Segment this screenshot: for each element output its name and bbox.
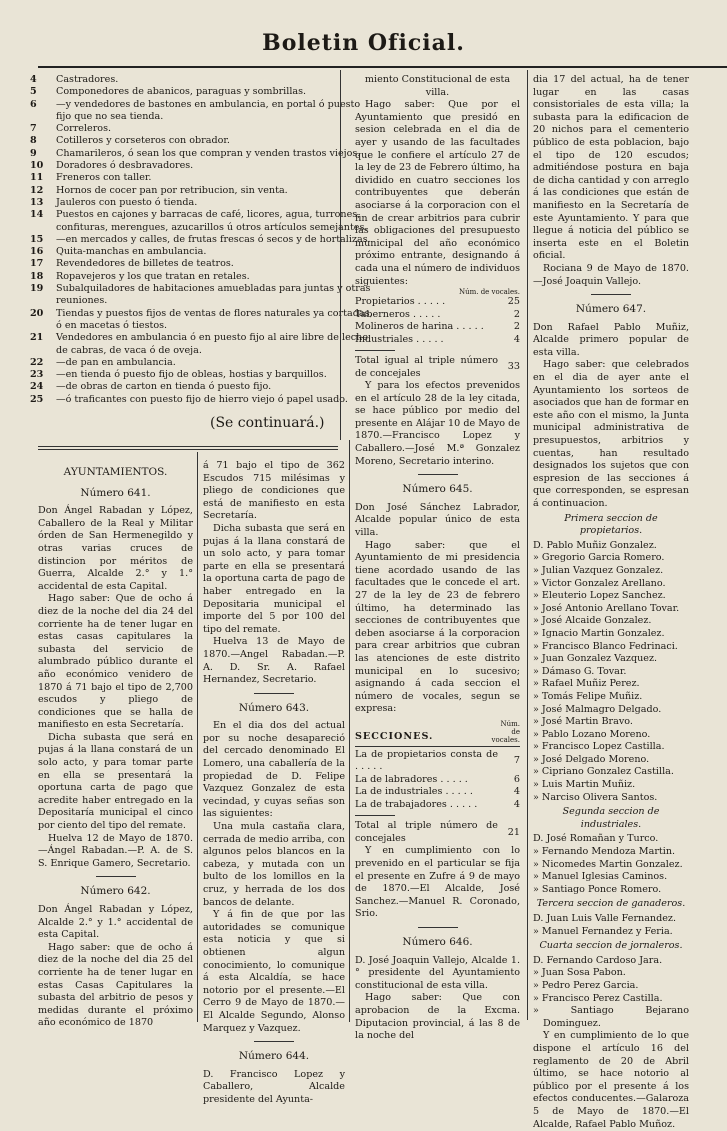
tariff-item [30,271,375,283]
table-row [355,799,520,812]
person-name: » José Martin Bravo. [533,716,633,728]
person-name: » Santiago Ponce Romero. [533,883,662,895]
paragraph: En el dia dos del actual por su noche desapareció del cercado denominado El Lomero, una caballería de la propiedad de D. Felipe Vazquez Gonzalez de esta vecindad, y cuyas señas son las siguientes: [203,720,345,820]
item-number: 15 [30,233,44,245]
person-name: » José Alcaide Gonzalez. [533,615,652,627]
item-number: 24 [30,381,44,393]
item-text: —y vendedores de bastones en ambulancia, en portal ó puesto fijo que no sea tienda. [56,98,361,122]
row-label: Industriales . . . . . [355,333,444,345]
tariff-item [30,381,375,393]
person-name: » Rafael Muñiz Perez. [533,678,640,690]
notice-number: Número 644. [238,1050,310,1063]
person-name: D. Pablo Muñiz Gonzalez. [533,539,657,551]
item-number: 4 [30,74,37,85]
item-number: 8 [30,135,37,147]
section-heading: Cuarta seccion de jornaleros. [539,940,683,952]
item-text: Puestos en cajones y barracas de café, licores, agua, turrones, confituras, merengues, azucarillos ú otros artículos semejantes. [56,209,368,233]
paragraph: Dicha subasta que será en pujas á la llana constará de un solo acto, y para tomar parte en ella se presentará la oportuna carta de pago de haber entregado en la Depositaria municipal el importe del 5 por 100 del tipo del remate. [203,522,345,635]
item-number: 22 [30,356,44,368]
row-value: 7 [513,755,520,767]
paragraph: Don Ángel Rabadan y López, Alcalde 2.° y 1.° accidental de esta Capital. [38,904,193,941]
item-number: 19 [30,283,44,295]
total-table [355,355,520,380]
row-label: La de trabajadores . . . . . [355,798,478,810]
row-value: 25 [507,296,520,308]
item-number: 11 [30,172,44,184]
person-name: » Juan Sosa Pabon. [533,967,626,979]
paragraph: Huelva 12 de Mayo de 1870.—Ángel Rabadan.—P. A. de S. S. Enrique Gamero, Secretario. [38,832,193,869]
person-name: » Narciso Olivera Santos. [533,791,658,803]
item-text: Revendedores de billetes de teatros. [56,258,234,270]
name-list [533,955,689,1031]
item-number: 20 [30,307,44,319]
total-label: Total igual al triple número de concejales [355,355,498,379]
section-heading: Segunda seccion de industriales. [562,806,660,830]
column-divider [340,70,341,440]
row-label: Molineros de harina . . . . . [355,321,484,333]
paragraph: Hago saber: que de ocho á diez de la noche del dia 25 del corriente ha de tener lugar en estas Casas Capitulares la subasta del arbitrio de pesos y medidas durante el próximo año económico de 1870 [38,941,193,1029]
name-list [533,913,689,938]
divider [355,350,395,351]
person-name: » José Delgado Moreno. [533,753,650,765]
tariff-item [30,332,375,357]
column-divider [527,70,528,1020]
item-number: 25 [30,393,44,405]
paragraph: Y á fin de que por las autoridades se comunique esta noticia y que si obtienen algun conocimiento, lo comunique á esta Alcaldía, se hace notorio por el presente.—El Cerro 9 de Mayo de 1870.—El Alcalde Segundo, Alonso Marquez y Vazquez. [203,909,345,1034]
person-name: » José Antonio Arellano Tovar. [533,602,680,614]
person-name: » José Malmagro Delgado. [533,703,662,715]
row-value: 2 [513,321,520,333]
item-number: 12 [30,184,44,196]
row-value: 2 [513,308,520,320]
person-name: » Tomás Felipe Muñiz. [533,690,643,702]
table-row [355,749,520,774]
divider [418,927,458,928]
person-name: » Eleuterio Lopez Sanchez. [533,590,666,602]
tariff-item [30,197,375,209]
item-text: Cotilleros y corseteros con obrador. [56,135,230,147]
divider [254,693,294,694]
column-divider [197,452,198,1022]
name-list [533,540,689,804]
person-name: » Juan Gonzalez Vazquez. [533,653,658,665]
paragraph: Y en cumplimiento de lo que dispone el artículo 16 del reglamento de 20 de Abril último, se hace notorio al público por el presente á los efectos conducentes.—Galaroza 5 de Mayo de 1870.—El Alcalde, Rafael Pablo Muñoz. [533,1030,689,1130]
item-text: Correleros. [56,123,112,135]
tariff-item [30,394,375,406]
row-value: 4 [513,786,520,798]
tariff-item [30,135,375,147]
tariff-item [30,369,375,381]
item-text: Vendedores en ambulancia ó en puesto fijo al aire libre de leche de cabras, de vaca ó de oveja. [56,332,369,356]
person-name: » Fernando Mendoza Martin. [533,846,676,858]
notice-number: Número 643. [238,701,310,714]
table-row [355,309,520,322]
item-number: 16 [30,246,44,258]
person-name: » Francisco Blanco Fedrinaci. [533,640,678,652]
item-text: Subalquiladores de habitaciones amuebladas para juntas y otras reuniones. [56,283,371,307]
item-text: Jauleros con puesto ó tienda. [56,196,198,208]
notice-number: Número 642. [80,885,151,898]
paragraph: Dicha subasta que será en pujas á la llana constará de un solo acto, y para tomar parte en ella se presentará la oportuna carta de pago que acredite haber entregado en la Depositaría municipal el cinco por ciento del tipo del remate. [38,731,193,832]
item-number: 17 [30,258,44,270]
divider [254,1041,294,1042]
table-row [355,321,520,334]
tariff-item [30,258,375,270]
paragraph: Hago saber: Que de ocho á diez de la noche del dia 24 del corriente ha de tener lugar en estas casas capitulares la subasta del servicio de alumbrado público durante el año económico venidero de 1870 á 71 bajo el tipo de 2,700 escudos y pliego de condiciones que se halla de manifiesto en esta Secretaría. [38,593,193,731]
item-text: Chamarileros, ó sean los que compran y venden trastos viejos. [56,147,361,159]
row-label: La de industriales . . . . . [355,786,473,798]
paragraph: Don Ángel Rabadan y López, Caballero de la Real y Militar órden de San Hermenegildo y otras varias cruces de distincion por méritos de Guerra, Alcalde 2.° y 1.° accidental de esta Capital. [38,505,193,592]
table-row [355,296,520,309]
tariff-item [30,234,375,246]
table-row [355,774,520,787]
person-name: D. Fernando Cardoso Jara. [533,954,663,966]
paragraph: á 71 bajo el tipo de 362 Escudos 715 milésimas y pliego de condiciones que está de manifiesto en esta Secretaría. [203,460,345,522]
paragraph: Don Rafael Pablo Muñiz, Alcalde primero popular de esta villa. [533,321,689,358]
tariff-item [30,99,375,124]
item-number: 13 [30,196,44,208]
person-name: » Victor Gonzalez Arellano. [533,577,666,589]
tariff-item [30,86,375,98]
notice-number: Número 645. [402,483,473,496]
item-text: Quita-manchas en ambulancia. [56,246,207,258]
person-name: » Pedro Perez Garcia. [533,979,639,991]
person-name: » Manuel Fernandez y Feria. [533,925,673,937]
paragraph: Hago saber: que el Ayuntamiento de mi presidencia tiene acordado usando de las facultades que le concede el art. 27 de la ley de 23 de febrero último, ha determinado las secciones de contribuyentes que deben asociarse á la corporacion para crear arbitrios que cubran las atenciones de este distrito municipal en lo sucesivo; asignando á cada seccion el número de vocales, segun se expresa: [355,539,520,715]
paragraph: dia 17 del actual, ha de tener lugar en las casas consistoriales de esta villa; la subasta para la edificacion de 20 nichos para el cementerio público de esta poblacion, bajo el tipo de 120 escudos; admitiéndose postura en baja de dicha cantidad y con arreglo á las condiciones que están de manifiesto en la Secretaría de este Ayuntamiento. Y para que llegue á noticia del público se inserta este en el Boletin oficial. [533,74,689,262]
paragraph: Una mula castaña clara, cerrada de medio arriba, con algunos pelos blancos en la cabeza, y mutada con un bulto de los lomillos en la cruz, y herrada de los dos bancos de delante. [203,821,345,908]
divider [96,876,136,877]
item-number: 18 [30,270,44,282]
row-label: La de propietarios consta de . . . . . [355,748,498,773]
paragraph: Hago saber: Que con aprobacion de la Excma. Diputacion provincial, á las 8 de la noche del [355,992,520,1042]
item-text: Freneros con taller. [56,172,152,184]
item-text: Ropavejeros y los que tratan en retales. [56,270,250,282]
column-2 [203,460,345,1107]
total-label: Total al triple número de concejales [355,820,498,844]
tariff-item [30,160,375,172]
item-number: 6 [30,98,37,110]
notice-number: Número 641. [80,486,151,499]
person-name: » Ignacio Martin Gonzalez. [533,627,665,639]
person-name: » Luis Martin Muñiz. [533,779,636,791]
section-heading: Primera seccion de propietarios. [564,512,658,537]
tariff-item [30,357,375,369]
notice-number: Número 647. [575,303,647,316]
section-divider [38,446,338,447]
person-name: » Francisco Lopez Castilla. [533,741,665,753]
row-label: Propietarios . . . . . [355,296,446,308]
vocales-table [355,296,520,346]
header-rule [38,66,727,68]
item-number: 14 [30,209,44,221]
column-divider [349,440,350,1022]
column-1 [38,458,193,1030]
tariff-item [30,308,375,333]
tariff-item [30,209,375,234]
paragraph: D. José Joaquin Vallejo, Alcalde 1.° presidente del Ayuntamiento constitucional de esta villa. [355,954,520,991]
total-value: 21 [507,826,520,838]
divider [591,294,631,295]
person-name: » Julian Vazquez Gonzalez. [533,564,664,576]
paragraph: Rociana 9 de Mayo de 1870.—José Joaquin Vallejo. [533,262,689,287]
continued-note: (Se continuará.) [210,415,325,431]
item-text: Castradores. [56,74,119,85]
paragraph: Y en cumplimiento con lo prevenido en el particular se fija el presente en Zufre á 9 de mayo de 1870.—El Alcalde, José Sanchez.—Manuel R. Coronado, Srio. [355,845,520,920]
row-label: Taberneros . . . . . [355,308,441,320]
item-number: 7 [30,123,37,135]
person-name: » Pablo Lozano Moreno. [533,728,651,740]
total-table [355,820,520,845]
row-value: 4 [513,798,520,810]
row-label: La de labradores . . . . . [355,773,468,785]
person-name: » Cipriano Gonzalez Castilla. [533,766,674,778]
page-title: Boletin Oficial. [262,30,465,56]
paragraph: Huelva 13 de Mayo de 1870.—Angel Rabadan.—P. A. D. Sr. A. Rafael Hernandez, Secretario. [203,636,345,686]
item-number: 9 [30,147,37,159]
tariff-item [30,185,375,197]
paragraph: D. Francisco Lopez y Caballero, Alcalde presidente del Ayunta- [203,1068,345,1105]
item-number: 10 [30,160,44,172]
item-text: —en mercados y calles, de frutas frescas ó secos y de hortalizas. [56,233,371,245]
section-title: AYUNTAMIENTOS. [63,466,168,478]
paragraph: Hago saber: Que por el Ayuntamiento que presidó en sesion celebrada en el dia de ayer y usando de las facultades que le confiere el artículo 27 de la ley de 23 de Febrero último, ha dividido en cuatro secciones los contribuyentes que deberán asociarse á la corporacion con el fin de crear arbitrios para cubrir las obligaciones del presupuesto municipal del año económico próximo entrante, designando á cada una el número de individuos siguientes: [355,99,520,287]
divider [355,815,395,816]
item-text: —de pan en ambulancia. [56,356,176,368]
person-name: » Manuel Iglesias Caminos. [533,871,668,883]
paragraph: Y para los efectos prevenidos en el artículo 28 de la ley citada, se hace público por medio del presente en Alájar 10 de Mayo de 1870.—Francisco Lopez y Caballero.—José M.ª Gonzalez Moreno, Secretario interino. [355,380,520,467]
section-divider [38,449,338,450]
divider [418,474,458,475]
paragraph: Hago saber: que celebrados en el dia de ayer ante el Ayuntamiento los sorteos de asociados que han de formar en este año con el mismo, la Junta municipal administrativa de presupuestos, arbitrios y cuentas, han resultado designados los sujetos que con espresion de las secciones á que corresponden, se espresan á continuacion. [533,359,689,509]
notice-number: Número 646. [402,936,473,948]
column-3 [355,74,520,1043]
tariff-item [30,246,375,258]
person-name: » Gregorio Garcia Romero. [533,552,665,564]
row-value: 4 [513,333,520,345]
table-row [355,334,520,347]
item-text: —de obras de carton en tienda ó puesto fijo. [56,381,272,393]
item-text: Hornos de cocer pan por retribucion, sin venta. [56,184,288,196]
item-number: 23 [30,369,44,381]
tariff-item [30,148,375,160]
item-number: 21 [30,332,44,344]
section-heading: Tercera seccion de ganaderos. [536,898,686,910]
tariff-item [30,283,375,308]
person-name: D. José Romañan y Turco. [533,833,659,845]
table-title: SECCIONES. [355,731,434,743]
table-header: Núm. de vocales. [458,288,520,297]
secciones-table [355,749,520,812]
item-text: Componedores de abanicos, paraguas y sombrillas. [56,86,307,98]
divider [355,746,520,747]
item-number: 5 [30,86,37,98]
person-name: » Dámaso G. Tovar. [533,665,627,677]
item-text: —ó traficantes con puesto fijo de hierro viejo ó papel usado. [56,393,348,405]
item-text: —en tienda ó puesto fijo de obleas, hostias y barquillos. [56,369,327,381]
table-header: Núm. de vocales. [491,719,520,744]
person-name: D. Juan Luis Valle Fernandez. [533,913,677,924]
column-4 [533,74,689,1131]
total-value: 33 [507,361,520,373]
person-name: » Francisco Perez Castilla. [533,992,663,1004]
person-name: » Santiago Bejarano Dominguez. [533,1005,689,1029]
paragraph: Don José Sánchez Labrador, Alcalde popular único de esta villa. [355,501,520,539]
tariff-item [30,74,375,86]
person-name: » Nicomedes Martin Gonzalez. [533,858,683,870]
table-row [355,786,520,799]
tariff-item [30,123,375,135]
paragraph: miento Constitucional de esta villa. [364,74,511,98]
name-list [533,833,689,896]
item-text: Doradores ó desbravadores. [56,160,194,172]
item-text: Tiendas y puestos fijos de ventas de flores naturales ya cortadas, ó en macetas ó tiestos. [56,307,373,331]
tariff-item [30,172,375,184]
tariff-list [30,74,375,406]
row-value: 6 [513,773,520,785]
